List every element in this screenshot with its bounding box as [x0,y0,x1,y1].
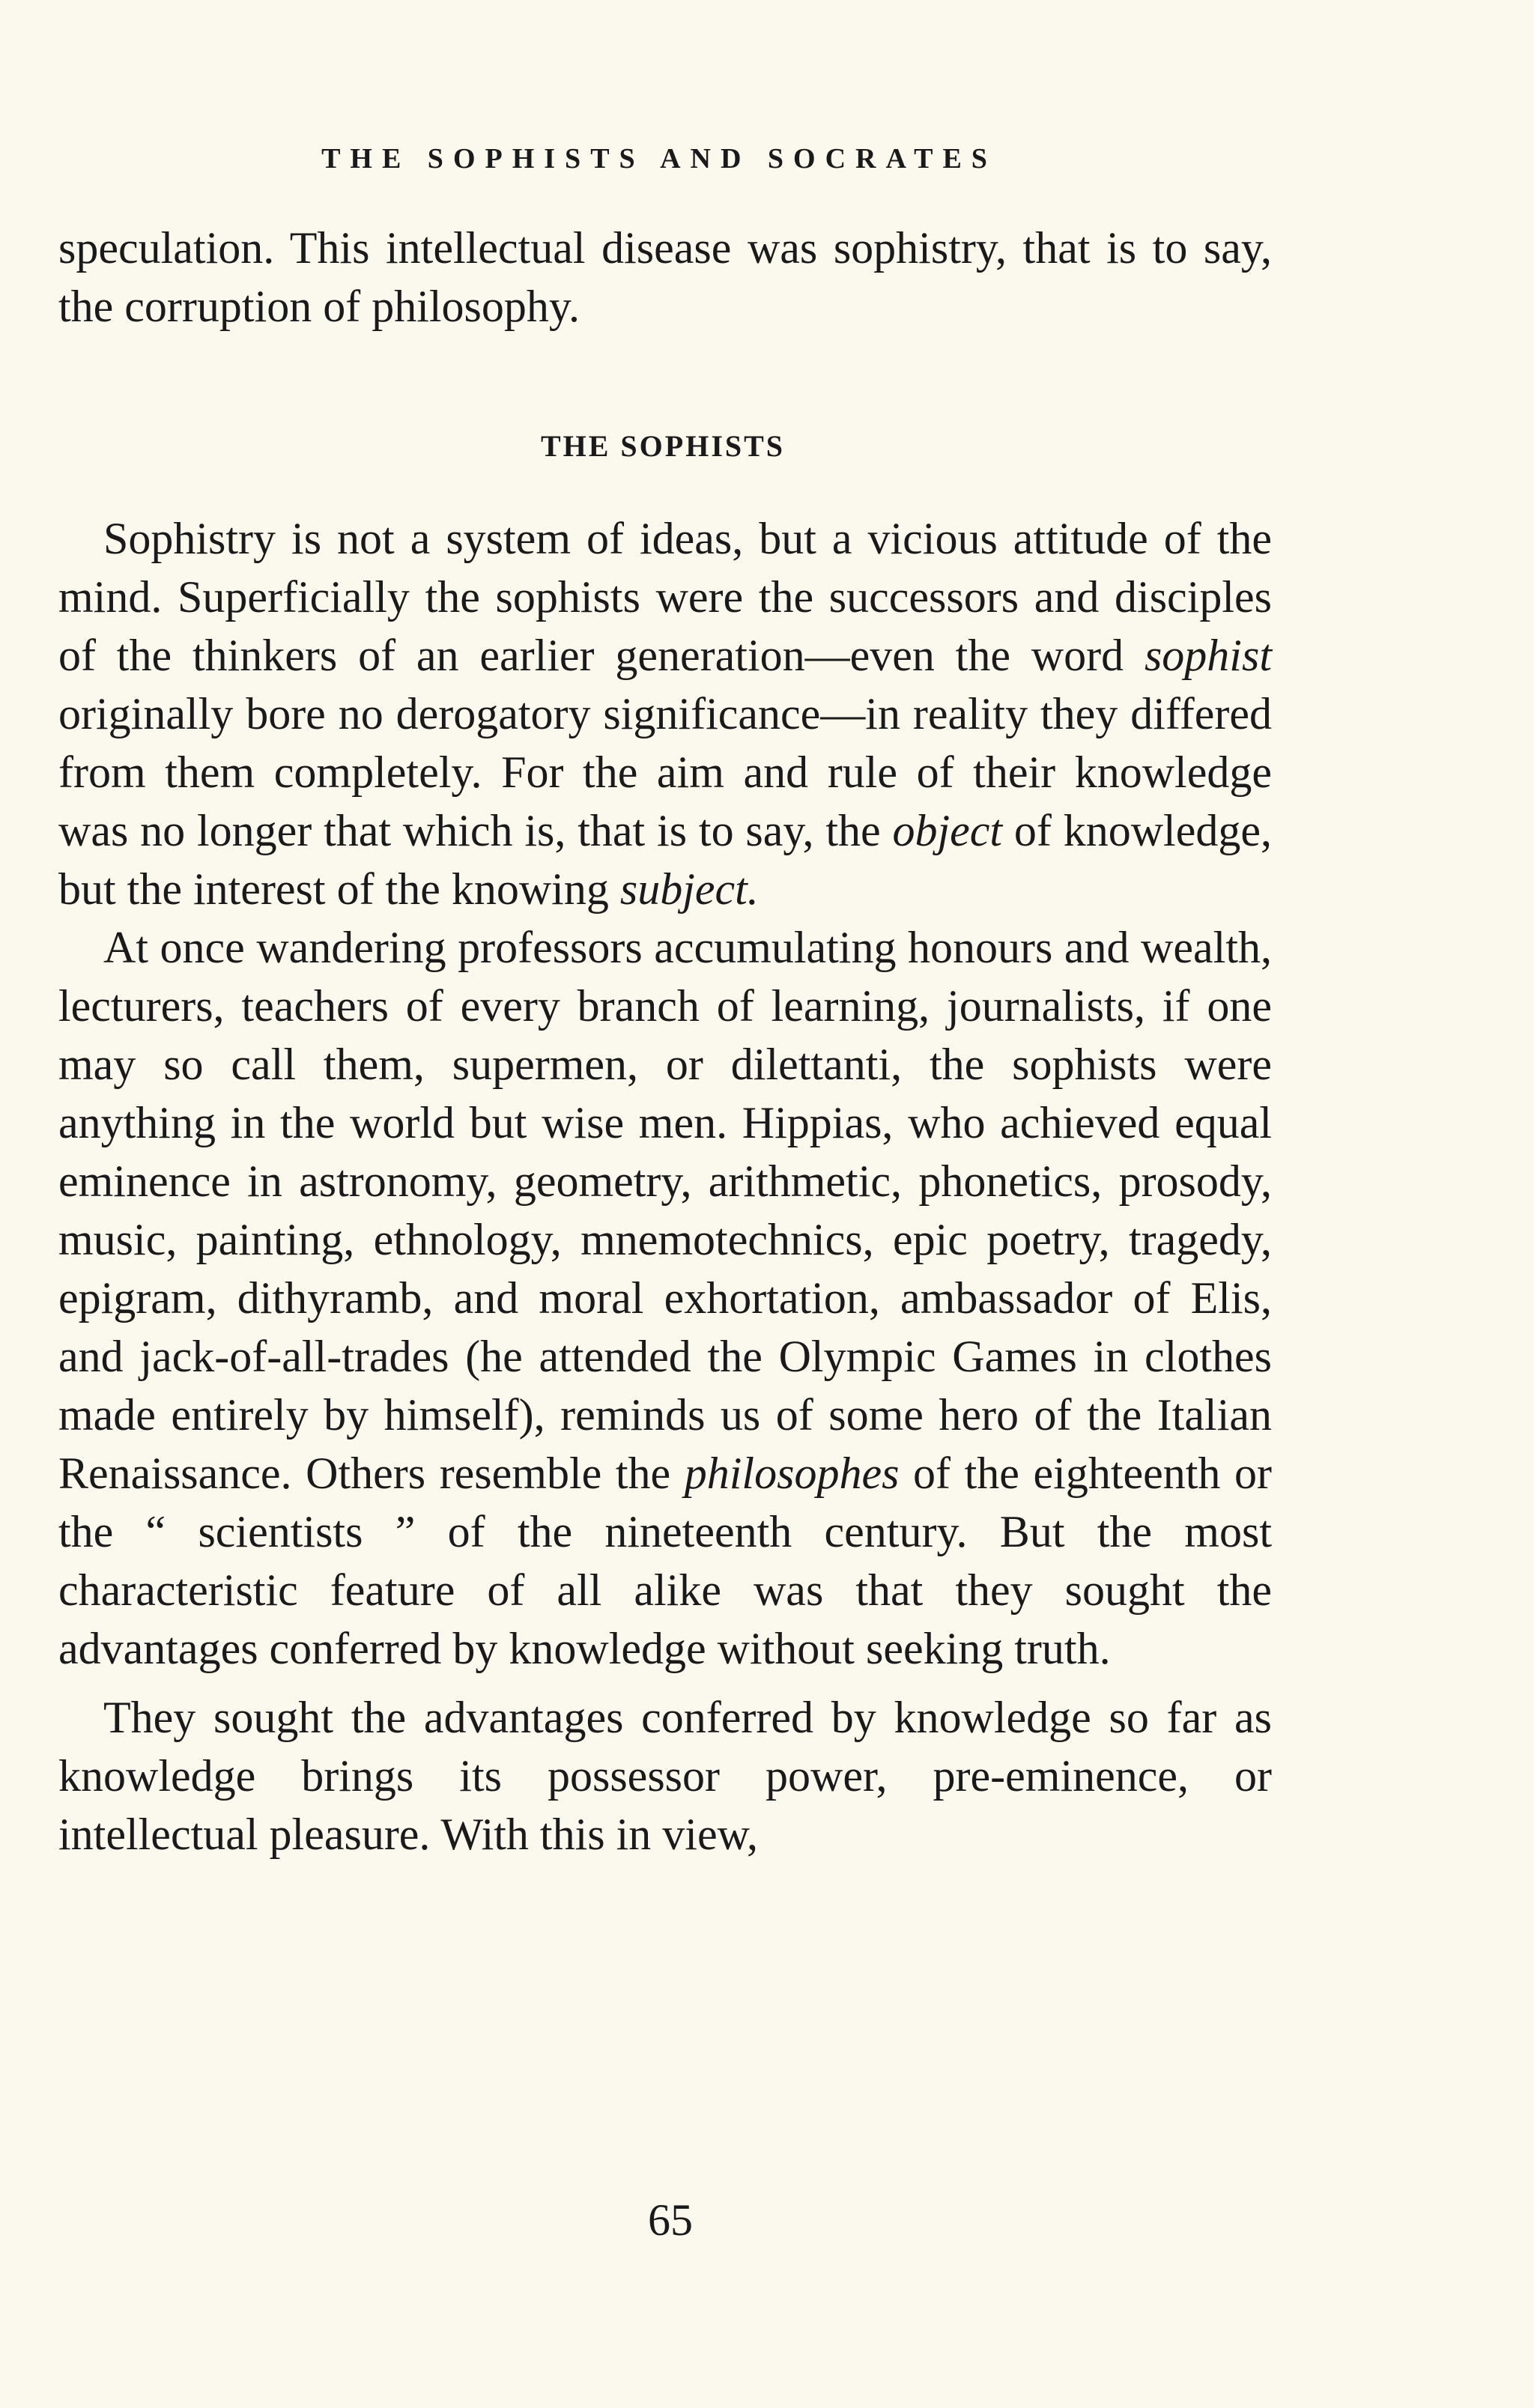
italic-subject: subject. [619,864,759,914]
paragraph-1-part-2: originally bore no derogatory significance—in reality they differed from them completely. For the aim and rule of their knowledge was no longer that which is, that is to say, the [58,689,1272,855]
italic-object: object [892,806,1003,855]
italic-philosophes: philosophes [684,1449,900,1498]
paragraph-1-part-1: Sophistry is not a system of ideas, but a vicious attitude of the mind. Superficially the sophists were the successors and disciples of the thinkers of an earlier generation—even the word [58,514,1272,680]
paragraph-2-part-2: of the eighteenth or the “ scientists ” of the nineteenth century. But the most characteristic feature of all alike was that they sought the advantages conferred by knowledge without seeking truth. [58,1449,1272,1673]
page-number: 65 [648,2195,693,2245]
paragraph-1 [58,509,1272,918]
main-body [58,509,1272,1863]
section-heading: THE SOPHISTS [540,429,786,463]
italic-sophist: sophist [1144,631,1272,680]
paragraph-2-part-1: At once wandering professors accumulating honours and wealth, lecturers, teachers of every branch of learning, journalists, if one may so call them, supermen, or dilettanti, the sophists were anything in the world but wise men. Hippias, who achieved equal eminence in astronomy, geometry, arithmetic, phonetics, prosody, music, painting, ethnology, mnemotechnics, epic poetry, tragedy, epigram, dithyramb, and moral exhortation, ambassador of Elis, and jack-of-all-trades (he attended the Olympic Games in clothes made entirely by himself), reminds us of some hero of the Italian Renaissance. Others resemble the [58,923,1272,1498]
opening-paragraph [58,219,1272,336]
running-head: THE SOPHISTS AND SOCRATES [321,143,997,175]
paragraph-1-part-3: of knowledge, but the interest of the knowing [58,806,1272,914]
opening-paragraph-text: speculation. This intellectual disease was sophistry, that is to say, the corruption of philosophy. [58,223,1272,331]
paragraph-3: They sought the advantages conferred by knowledge so far as knowledge brings its possessor power, pre-eminence, or intellectual pleasure. With this in view, [58,1693,1272,1859]
paragraph-2 [58,918,1272,1678]
